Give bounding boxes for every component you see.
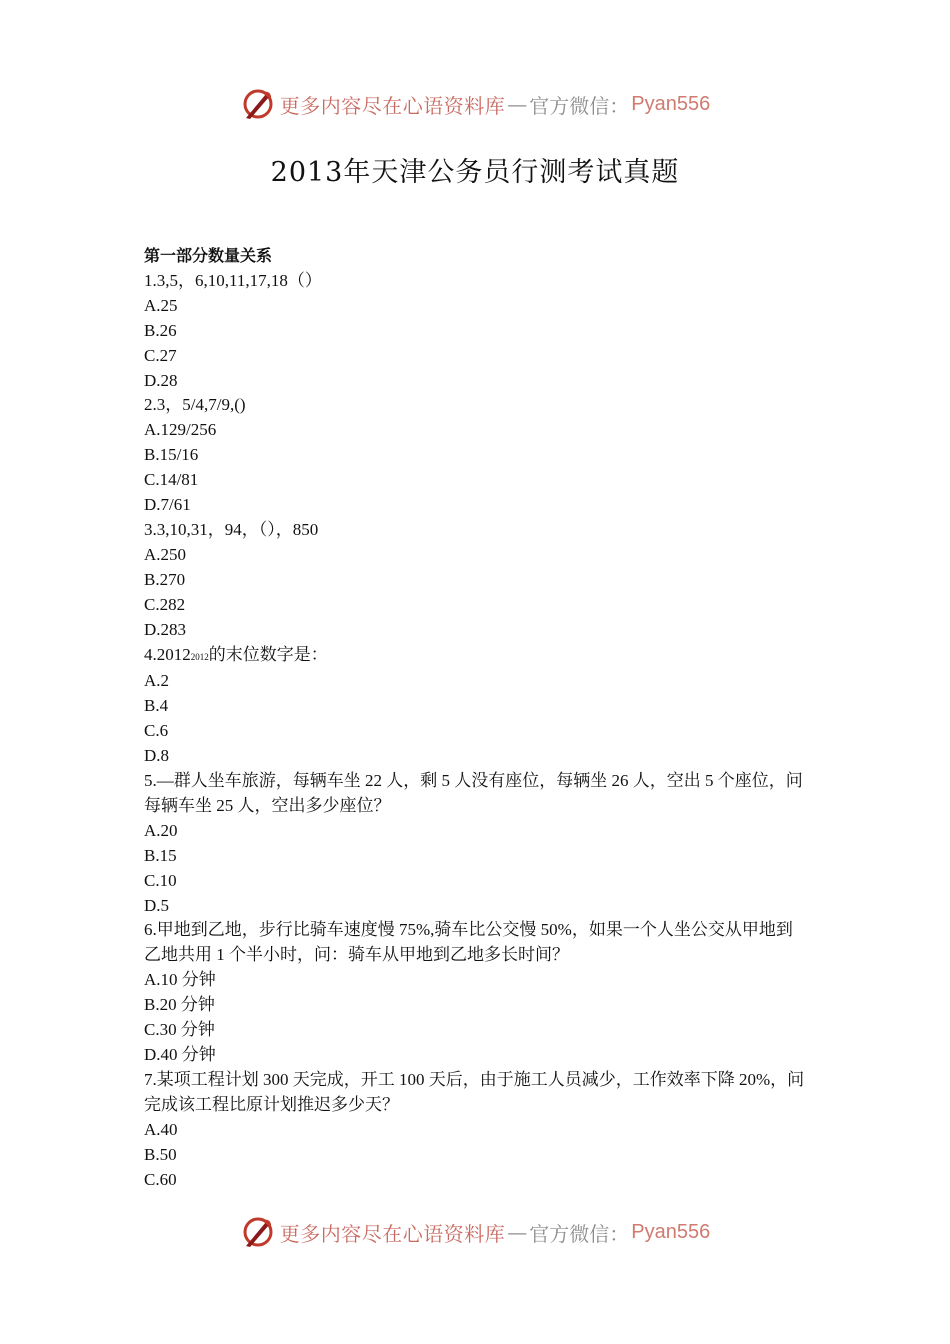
option: A.10 分钟 bbox=[144, 970, 216, 990]
question-3 bbox=[144, 518, 809, 643]
option: B.20 分钟 bbox=[144, 995, 215, 1015]
question-stem bbox=[144, 643, 809, 670]
option: C.282 bbox=[144, 594, 186, 614]
question-stem: 6.甲地到乙地，步行比骑车速度慢 75%,骑车比公交慢 50%，如果一个人坐公交从甲地到乙地共用 1 个半小时，问：骑车从甲地到乙地多长时间？ bbox=[144, 920, 793, 965]
banner-wechat-id: Pyan556 bbox=[631, 92, 711, 115]
option: B.4 bbox=[144, 696, 169, 716]
option: B.26 bbox=[144, 320, 177, 340]
option: D.7/61 bbox=[144, 495, 191, 515]
banner-dash: — bbox=[507, 1220, 528, 1244]
quill-logo-icon bbox=[240, 86, 276, 122]
question-4 bbox=[144, 643, 809, 770]
option: B.50 bbox=[144, 1144, 177, 1164]
question-stem: 3.3,10,31，94，（），850 bbox=[144, 519, 319, 539]
question-1 bbox=[144, 269, 809, 394]
stem-rest: 的末位数字是： bbox=[208, 644, 328, 664]
document-body bbox=[144, 244, 809, 1192]
banner-wechat-id: Pyan556 bbox=[631, 1220, 711, 1243]
stem-base: 4.2012 bbox=[144, 644, 191, 664]
option: D.283 bbox=[144, 619, 187, 639]
question-2 bbox=[144, 393, 809, 518]
question-stem: 5.—群人坐车旅游，每辆车坐 22 人，剩 5 人没有座位，每辆坐 26 人，空出 5 个座位，问每辆车坐 25 人，空出多少座位？ bbox=[144, 771, 803, 815]
section-heading: 第一部分数量关系 bbox=[144, 246, 273, 265]
option: A.40 bbox=[144, 1119, 178, 1139]
option: B.15/16 bbox=[144, 445, 199, 465]
header-watermark-banner bbox=[0, 84, 950, 124]
option: C.14/81 bbox=[144, 470, 199, 490]
option: C.10 bbox=[144, 870, 177, 890]
quill-logo-icon bbox=[240, 1214, 276, 1250]
option: C.27 bbox=[144, 345, 177, 365]
stem-exponent: 2012 bbox=[190, 651, 209, 662]
question-7 bbox=[144, 1068, 809, 1193]
question-5 bbox=[144, 769, 809, 918]
banner-site-text: 更多内容尽在心语资料库 bbox=[279, 93, 506, 118]
option: A.20 bbox=[144, 820, 178, 840]
banner-wechat-label: 官方微信： bbox=[529, 1221, 630, 1246]
option: A.129/256 bbox=[144, 420, 217, 440]
question-stem: 2.3，5/4,7/9,() bbox=[144, 395, 246, 415]
option: D.28 bbox=[144, 370, 178, 390]
banner-dash: — bbox=[507, 92, 528, 116]
question-6 bbox=[144, 918, 809, 1067]
option: C.6 bbox=[144, 721, 169, 741]
banner-site-text: 更多内容尽在心语资料库 bbox=[279, 1221, 506, 1246]
option: A.250 bbox=[144, 544, 187, 564]
option: A.2 bbox=[144, 671, 170, 691]
option: C.60 bbox=[144, 1169, 177, 1189]
question-stem: 1.3,5，6,10,11,17,18（） bbox=[144, 270, 322, 290]
option: D.5 bbox=[144, 895, 170, 915]
option: C.30 分钟 bbox=[144, 1020, 215, 1040]
document-title: 2013年天津公务员行测考试真题 bbox=[270, 157, 680, 188]
option: B.270 bbox=[144, 569, 186, 589]
banner-wechat-label: 官方微信： bbox=[529, 93, 630, 118]
footer-watermark-banner bbox=[0, 1212, 950, 1252]
question-stem: 7.某项工程计划 300 天完成，开工 100 天后，由于施工人员减少，工作效率下降 20%，问完成该工程比原计划推迟多少天？ bbox=[144, 1069, 805, 1114]
option: D.8 bbox=[144, 746, 170, 766]
option: D.40 分钟 bbox=[144, 1045, 216, 1064]
option: A.25 bbox=[144, 295, 178, 315]
option: B.15 bbox=[144, 845, 177, 865]
